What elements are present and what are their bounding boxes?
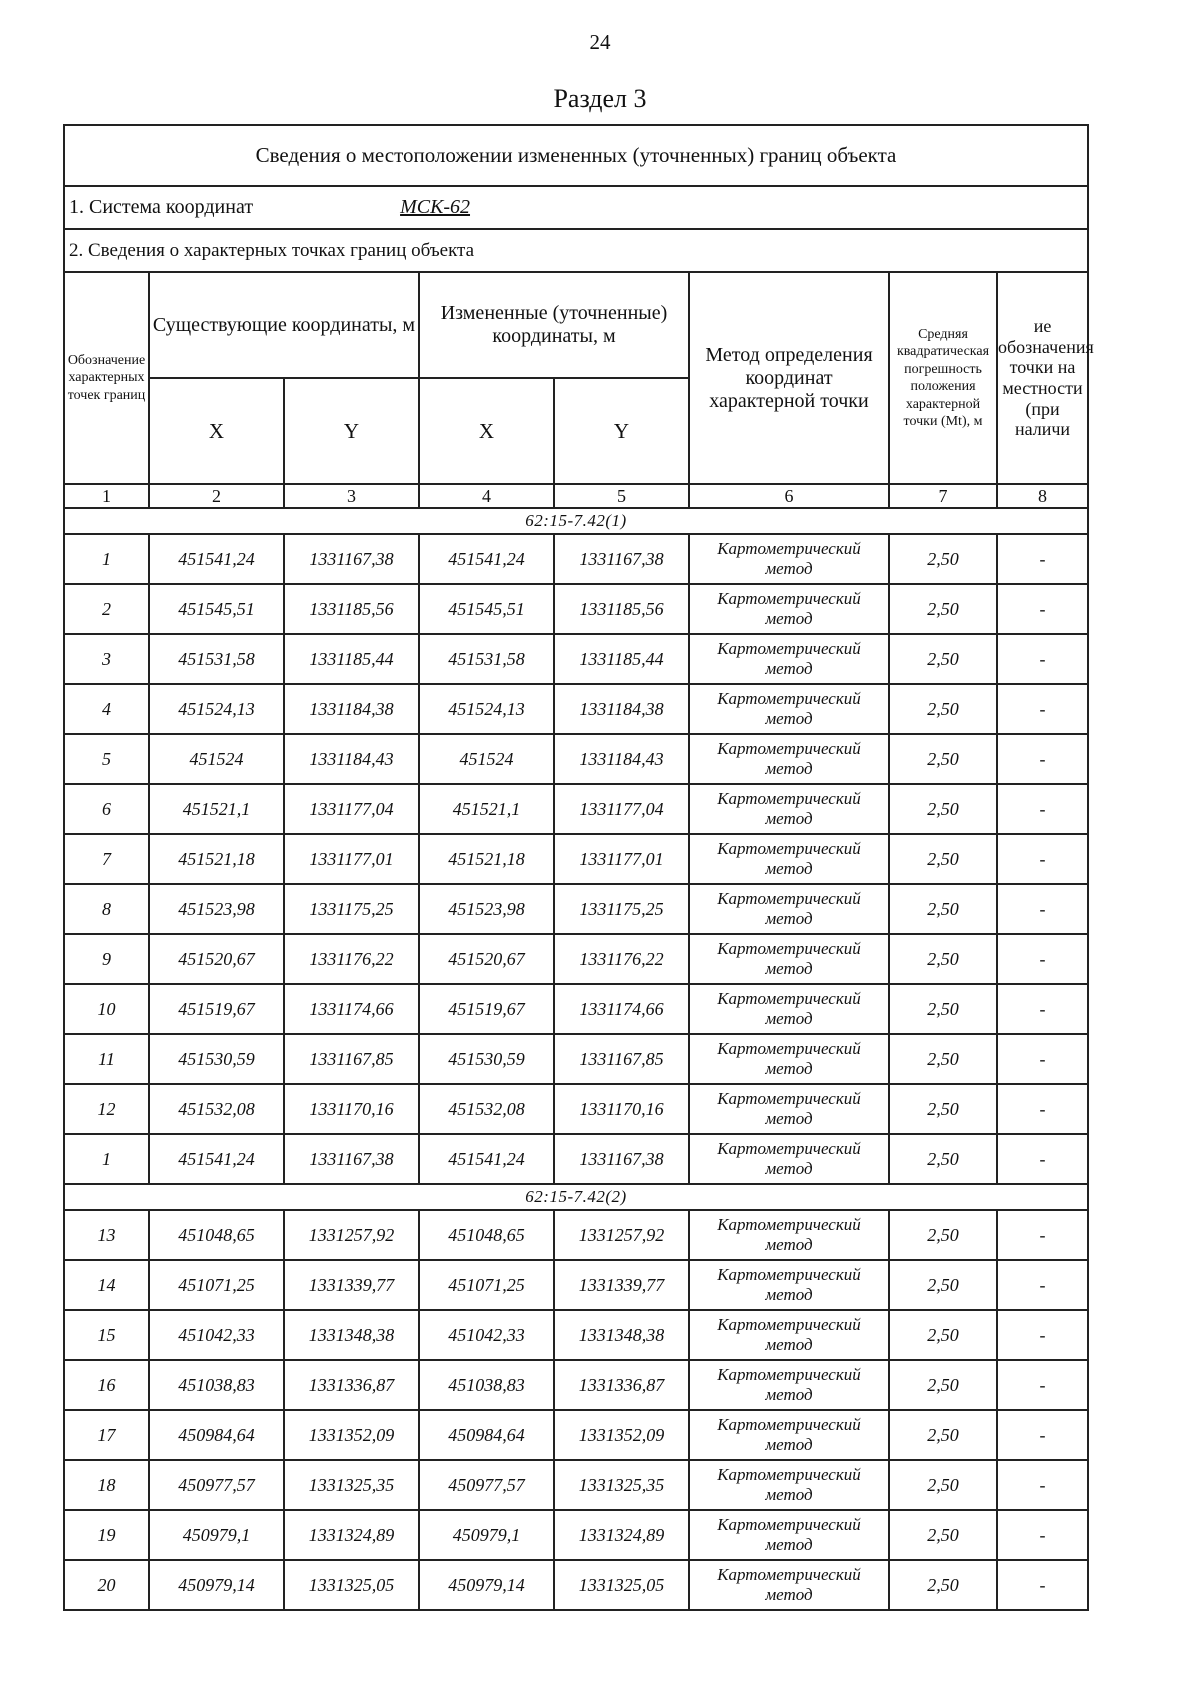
method-text: Картометрический метод (717, 988, 861, 1028)
changed-y-cell: 1331184,43 (554, 734, 689, 784)
error-cell: 2,50 (889, 1310, 997, 1360)
method-text: Картометрический метод (717, 1214, 861, 1254)
existing-y-cell: 1331325,35 (284, 1460, 419, 1510)
marker-cell: - (997, 684, 1088, 734)
method-text: Картометрический метод (717, 888, 861, 928)
method-cell (689, 534, 889, 584)
coord-system-label: 1. Система координат (69, 196, 254, 218)
method-text: Картометрический метод (717, 1264, 861, 1304)
changed-x-cell: 451531,58 (419, 634, 554, 684)
point-number-cell: 11 (64, 1034, 149, 1084)
method-text: Картометрический метод (717, 1314, 861, 1354)
existing-x-cell: 451071,25 (149, 1260, 284, 1310)
changed-y-cell: 1331257,92 (554, 1210, 689, 1260)
method-cell (689, 1560, 889, 1610)
existing-y-cell: 1331184,38 (284, 684, 419, 734)
existing-x-cell: 451523,98 (149, 884, 284, 934)
point-number-cell: 2 (64, 584, 149, 634)
changed-x-cell: 451521,1 (419, 784, 554, 834)
column-number: 5 (554, 484, 689, 508)
marker-cell: - (997, 634, 1088, 684)
column-number: 6 (689, 484, 889, 508)
table-row (64, 534, 1088, 584)
error-cell: 2,50 (889, 1560, 997, 1610)
changed-x-cell: 451524,13 (419, 684, 554, 734)
method-cell (689, 884, 889, 934)
error-cell: 2,50 (889, 634, 997, 684)
existing-y-cell: 1331339,77 (284, 1260, 419, 1310)
header-method: Метод определения координат характерной точки (689, 272, 889, 484)
header-existing-x: X (149, 378, 284, 484)
point-number-cell: 3 (64, 634, 149, 684)
method-cell (689, 1310, 889, 1360)
existing-x-cell: 451530,59 (149, 1034, 284, 1084)
changed-y-cell: 1331185,56 (554, 584, 689, 634)
column-number: 7 (889, 484, 997, 508)
marker-cell: - (997, 1460, 1088, 1510)
marker-cell: - (997, 1210, 1088, 1260)
existing-y-cell: 1331184,43 (284, 734, 419, 784)
error-cell: 2,50 (889, 1410, 997, 1460)
changed-x-cell: 451048,65 (419, 1210, 554, 1260)
existing-y-cell: 1331177,01 (284, 834, 419, 884)
column-number: 3 (284, 484, 419, 508)
changed-x-cell: 451519,67 (419, 984, 554, 1034)
changed-x-cell: 451523,98 (419, 884, 554, 934)
group-row (64, 1184, 1088, 1210)
method-text: Картометрический метод (717, 588, 861, 628)
error-cell: 2,50 (889, 1510, 997, 1560)
section-title: Раздел 3 (553, 84, 647, 113)
marker-cell: - (997, 1510, 1088, 1560)
method-cell (689, 834, 889, 884)
changed-y-cell: 1331339,77 (554, 1260, 689, 1310)
error-cell: 2,50 (889, 1084, 997, 1134)
header-designation: Обозначение характерных точек границ (64, 272, 149, 484)
coord-system-row (64, 186, 1088, 229)
error-cell: 2,50 (889, 1034, 997, 1084)
changed-y-cell: 1331348,38 (554, 1310, 689, 1360)
error-cell: 2,50 (889, 834, 997, 884)
error-cell: 2,50 (889, 784, 997, 834)
table-row (64, 1134, 1088, 1184)
column-number: 2 (149, 484, 284, 508)
changed-x-cell: 450977,57 (419, 1460, 554, 1510)
changed-y-cell: 1331325,05 (554, 1560, 689, 1610)
point-number-cell: 20 (64, 1560, 149, 1610)
group-row (64, 508, 1088, 534)
existing-x-cell: 451541,24 (149, 534, 284, 584)
existing-x-cell: 451038,83 (149, 1360, 284, 1410)
changed-y-cell: 1331167,85 (554, 1034, 689, 1084)
column-number: 4 (419, 484, 554, 508)
point-number-cell: 6 (64, 784, 149, 834)
existing-y-cell: 1331177,04 (284, 784, 419, 834)
header-error: Средняя квадратическая погрешность положения характерной точки (Mt), м (889, 272, 997, 484)
point-number-cell: 16 (64, 1360, 149, 1410)
changed-y-cell: 1331177,01 (554, 834, 689, 884)
table-row (64, 834, 1088, 884)
method-text: Картометрический метод (717, 1464, 861, 1504)
boundary-points-table (63, 124, 1094, 1611)
table-row (64, 1460, 1088, 1510)
existing-x-cell: 451521,18 (149, 834, 284, 884)
table-row (64, 934, 1088, 984)
method-text: Картометрический метод (717, 1364, 861, 1404)
group-title: 62:15-7.42(1) (64, 508, 1088, 534)
existing-x-cell: 451521,1 (149, 784, 284, 834)
existing-x-cell: 451541,24 (149, 1134, 284, 1184)
method-cell (689, 684, 889, 734)
changed-x-cell: 451541,24 (419, 534, 554, 584)
existing-y-cell: 1331167,85 (284, 1034, 419, 1084)
existing-x-cell: 451524 (149, 734, 284, 784)
header-changed-x: X (419, 378, 554, 484)
changed-x-cell: 451532,08 (419, 1084, 554, 1134)
existing-y-cell: 1331176,22 (284, 934, 419, 984)
table-row (64, 984, 1088, 1034)
existing-x-cell: 450979,1 (149, 1510, 284, 1560)
error-cell: 2,50 (889, 1260, 997, 1310)
point-number-cell: 19 (64, 1510, 149, 1560)
table-row (64, 884, 1088, 934)
method-cell (689, 1210, 889, 1260)
existing-y-cell: 1331185,44 (284, 634, 419, 684)
changed-y-cell: 1331174,66 (554, 984, 689, 1034)
marker-cell: - (997, 1134, 1088, 1184)
existing-x-cell: 450977,57 (149, 1460, 284, 1510)
point-number-cell: 15 (64, 1310, 149, 1360)
changed-x-cell: 451545,51 (419, 584, 554, 634)
header-existing-coords: Существующие координаты, м (149, 272, 419, 378)
existing-y-cell: 1331324,89 (284, 1510, 419, 1560)
changed-x-cell: 451038,83 (419, 1360, 554, 1410)
header-existing-y: Y (284, 378, 419, 484)
existing-x-cell: 451524,13 (149, 684, 284, 734)
table-row (64, 1260, 1088, 1310)
error-cell: 2,50 (889, 534, 997, 584)
error-cell: 2,50 (889, 1460, 997, 1510)
changed-x-cell: 451530,59 (419, 1034, 554, 1084)
existing-y-cell: 1331348,38 (284, 1310, 419, 1360)
marker-cell: - (997, 1560, 1088, 1610)
table-row (64, 1084, 1088, 1134)
existing-y-cell: 1331170,16 (284, 1084, 419, 1134)
method-cell (689, 634, 889, 684)
changed-y-cell: 1331167,38 (554, 1134, 689, 1184)
method-cell (689, 1260, 889, 1310)
changed-y-cell: 1331185,44 (554, 634, 689, 684)
coord-system-value: МСК-62 (400, 196, 471, 218)
existing-x-cell: 451545,51 (149, 584, 284, 634)
changed-x-cell: 450984,64 (419, 1410, 554, 1460)
marker-cell: - (997, 934, 1088, 984)
method-cell (689, 1360, 889, 1410)
method-text: Картометрический метод (717, 1564, 861, 1604)
header-changed-y: Y (554, 378, 689, 484)
marker-cell: - (997, 734, 1088, 784)
error-cell: 2,50 (889, 1134, 997, 1184)
table-row (64, 1560, 1088, 1610)
table-row (64, 784, 1088, 834)
method-text: Картометрический метод (717, 1514, 861, 1554)
existing-y-cell: 1331185,56 (284, 584, 419, 634)
table-row (64, 634, 1088, 684)
changed-x-cell: 451524 (419, 734, 554, 784)
existing-x-cell: 451042,33 (149, 1310, 284, 1360)
method-cell (689, 934, 889, 984)
method-text: Картометрический метод (717, 1138, 861, 1178)
marker-cell: - (997, 884, 1088, 934)
point-number-cell: 18 (64, 1460, 149, 1510)
method-cell (689, 1034, 889, 1084)
method-text: Картометрический метод (717, 1088, 861, 1128)
point-number-cell: 10 (64, 984, 149, 1034)
existing-y-cell: 1331167,38 (284, 534, 419, 584)
changed-y-cell: 1331167,38 (554, 534, 689, 584)
table-row (64, 1510, 1088, 1560)
error-cell: 2,50 (889, 1360, 997, 1410)
method-cell (689, 784, 889, 834)
error-cell: 2,50 (889, 684, 997, 734)
existing-x-cell: 451531,58 (149, 634, 284, 684)
existing-x-cell: 451519,67 (149, 984, 284, 1034)
column-number: 1 (64, 484, 149, 508)
point-number-cell: 5 (64, 734, 149, 784)
changed-x-cell: 450979,1 (419, 1510, 554, 1560)
existing-y-cell: 1331325,05 (284, 1560, 419, 1610)
marker-cell: - (997, 534, 1088, 584)
point-number-cell: 9 (64, 934, 149, 984)
marker-cell: - (997, 984, 1088, 1034)
marker-cell: - (997, 1360, 1088, 1410)
method-text: Картометрический метод (717, 638, 861, 678)
changed-x-cell: 451071,25 (419, 1260, 554, 1310)
marker-cell: - (997, 1410, 1088, 1460)
error-cell: 2,50 (889, 984, 997, 1034)
marker-cell: - (997, 1310, 1088, 1360)
changed-x-cell: 451541,24 (419, 1134, 554, 1184)
changed-y-cell: 1331176,22 (554, 934, 689, 984)
table-row (64, 1210, 1088, 1260)
table-title: Сведения о местоположении измененных (уточненных) границ объекта (64, 125, 1088, 186)
existing-y-cell: 1331257,92 (284, 1210, 419, 1260)
page-number: 24 (589, 30, 611, 54)
point-number-cell: 13 (64, 1210, 149, 1260)
changed-x-cell: 451521,18 (419, 834, 554, 884)
changed-y-cell: 1331184,38 (554, 684, 689, 734)
method-cell (689, 1084, 889, 1134)
error-cell: 2,50 (889, 1210, 997, 1260)
changed-y-cell: 1331324,89 (554, 1510, 689, 1560)
point-number-cell: 4 (64, 684, 149, 734)
point-number-cell: 7 (64, 834, 149, 884)
method-cell (689, 1134, 889, 1184)
existing-y-cell: 1331174,66 (284, 984, 419, 1034)
method-cell (689, 1460, 889, 1510)
existing-x-cell: 450984,64 (149, 1410, 284, 1460)
marker-cell: - (997, 1034, 1088, 1084)
method-text: Картометрический метод (717, 538, 861, 578)
existing-y-cell: 1331352,09 (284, 1410, 419, 1460)
method-cell (689, 734, 889, 784)
marker-cell: - (997, 834, 1088, 884)
changed-y-cell: 1331177,04 (554, 784, 689, 834)
existing-y-cell: 1331336,87 (284, 1360, 419, 1410)
table-row (64, 734, 1088, 784)
point-number-cell: 14 (64, 1260, 149, 1310)
method-text: Картометрический метод (717, 1414, 861, 1454)
marker-cell: - (997, 584, 1088, 634)
method-text: Картометрический метод (717, 788, 861, 828)
error-cell: 2,50 (889, 934, 997, 984)
group-title: 62:15-7.42(2) (64, 1184, 1088, 1210)
method-text: Картометрический метод (717, 1038, 861, 1078)
existing-y-cell: 1331167,38 (284, 1134, 419, 1184)
changed-y-cell: 1331352,09 (554, 1410, 689, 1460)
header-marker: ие обозначения точки на местности (при наличи (997, 272, 1088, 484)
existing-x-cell: 451048,65 (149, 1210, 284, 1260)
method-cell (689, 1510, 889, 1560)
table-row (64, 584, 1088, 634)
table-row (64, 684, 1088, 734)
changed-x-cell: 451042,33 (419, 1310, 554, 1360)
method-cell (689, 1410, 889, 1460)
method-text: Картометрический метод (717, 838, 861, 878)
changed-x-cell: 450979,14 (419, 1560, 554, 1610)
point-number-cell: 1 (64, 534, 149, 584)
table-row (64, 1410, 1088, 1460)
point-number-cell: 12 (64, 1084, 149, 1134)
method-text: Картометрический метод (717, 738, 861, 778)
changed-y-cell: 1331170,16 (554, 1084, 689, 1134)
existing-x-cell: 450979,14 (149, 1560, 284, 1610)
table-row (64, 1034, 1088, 1084)
changed-y-cell: 1331175,25 (554, 884, 689, 934)
existing-x-cell: 451532,08 (149, 1084, 284, 1134)
error-cell: 2,50 (889, 584, 997, 634)
changed-y-cell: 1331325,35 (554, 1460, 689, 1510)
points-info-label: 2. Сведения о характерных точках границ объекта (64, 229, 1088, 272)
point-number-cell: 8 (64, 884, 149, 934)
marker-cell: - (997, 1260, 1088, 1310)
changed-y-cell: 1331336,87 (554, 1360, 689, 1410)
error-cell: 2,50 (889, 884, 997, 934)
marker-cell: - (997, 1084, 1088, 1134)
method-text: Картометрический метод (717, 688, 861, 728)
method-text: Картометрический метод (717, 938, 861, 978)
header-changed-coords: Измененные (уточненные) координаты, м (419, 272, 689, 378)
existing-x-cell: 451520,67 (149, 934, 284, 984)
marker-cell: - (997, 784, 1088, 834)
error-cell: 2,50 (889, 734, 997, 784)
table-row (64, 1360, 1088, 1410)
method-cell (689, 984, 889, 1034)
point-number-cell: 17 (64, 1410, 149, 1460)
point-number-cell: 1 (64, 1134, 149, 1184)
method-cell (689, 584, 889, 634)
column-number: 8 (997, 484, 1088, 508)
existing-y-cell: 1331175,25 (284, 884, 419, 934)
changed-x-cell: 451520,67 (419, 934, 554, 984)
table-row (64, 1310, 1088, 1360)
